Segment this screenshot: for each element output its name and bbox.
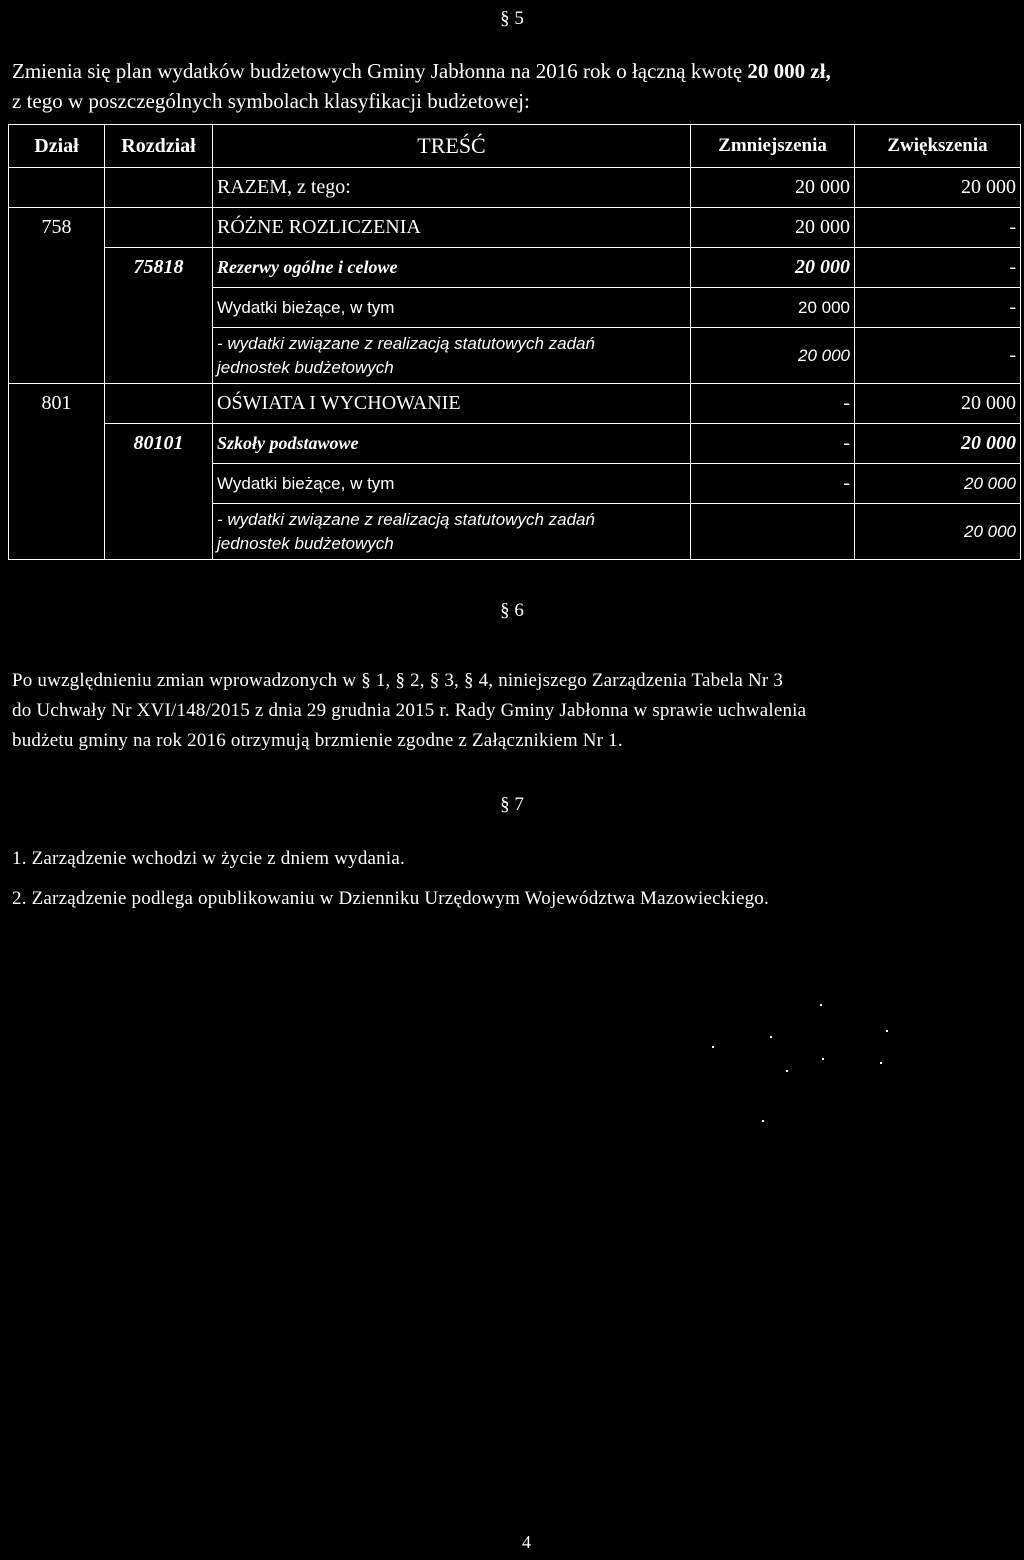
cell-dzial: 758: [9, 208, 105, 248]
cell-tresc-line-2: jednostek budżetowych: [217, 357, 394, 377]
header-tresc: TREŚĆ: [213, 125, 691, 168]
cell-dzial: [9, 504, 105, 560]
cell-tresc-line-1: - wydatki związane z realizacją statutowych zadań: [217, 509, 595, 529]
par6-line-1: Po uwzględnieniu zmian wprowadzonych w § 1, § 2, § 3, § 4, niniejszego Zarządzenia Tabela Nr 3: [12, 670, 784, 691]
header-dzial: Dział: [9, 125, 105, 168]
cell-rozdzial: [105, 464, 213, 504]
cell-zwiekszenia: 20 000: [855, 168, 1021, 208]
intro-line-1: [12, 58, 831, 84]
cell-zwiekszenia: -: [855, 208, 1021, 248]
table-row: [9, 208, 1021, 248]
cell-zmniejszenia: -: [691, 384, 855, 424]
intro-line-1-text: Zmienia się plan wydatków budżetowych Gminy Jabłonna na 2016 rok o łączną kwotę: [12, 59, 748, 83]
cell-rozdzial: 80101: [105, 424, 213, 464]
cell-rozdzial: [105, 504, 213, 560]
cell-zmniejszenia: -: [691, 464, 855, 504]
cell-rozdzial: [105, 328, 213, 384]
cell-dzial: [9, 328, 105, 384]
table-row: [9, 424, 1021, 464]
table-row: [9, 168, 1021, 208]
cell-tresc: OŚWIATA I WYCHOWANIE: [213, 384, 691, 424]
cell-zwiekszenia: 20 000: [855, 424, 1021, 464]
intro-amount: 20 000 zł,: [747, 59, 831, 83]
cell-tresc: Wydatki bieżące, w tym: [213, 288, 691, 328]
cell-zmniejszenia: -: [691, 424, 855, 464]
cell-rozdzial: [105, 384, 213, 424]
budget-table: [8, 124, 1021, 560]
cell-rozdzial: [105, 168, 213, 208]
cell-tresc-line-1: - wydatki związane z realizacją statutowych zadań: [217, 333, 595, 353]
cell-tresc-line-2: jednostek budżetowych: [217, 533, 394, 553]
scan-speck: [786, 1070, 788, 1072]
scan-speck: [712, 1046, 714, 1048]
intro-line-2: z tego w poszczególnych symbolach klasyfikacji budżetowej:: [12, 89, 530, 113]
cell-dzial: [9, 168, 105, 208]
cell-tresc: [213, 328, 691, 384]
scan-speck: [762, 1120, 764, 1122]
cell-tresc: Szkoły podstawowe: [213, 424, 691, 464]
header-zwiekszenia: Zwiększenia: [855, 125, 1021, 168]
scan-speck: [820, 1004, 822, 1006]
cell-dzial: [9, 288, 105, 328]
cell-tresc: [213, 504, 691, 560]
par7-item-1: 1. Zarządzenie wchodzi w życie z dniem wydania.: [12, 848, 405, 869]
table-row: [9, 504, 1021, 560]
table-row: [9, 288, 1021, 328]
cell-zmniejszenia: 20 000: [691, 208, 855, 248]
cell-rozdzial: 75818: [105, 248, 213, 288]
section-6-heading: § 6: [500, 600, 524, 621]
section-7-heading: § 7: [500, 794, 524, 815]
par6-line-2: do Uchwały Nr XVI/148/2015 z dnia 29 grudnia 2015 r. Rady Gminy Jabłonna w sprawie uchwalenia: [12, 700, 807, 721]
header-zmniejszenia: Zmniejszenia: [691, 125, 855, 168]
cell-zmniejszenia: 20 000: [691, 248, 855, 288]
cell-zmniejszenia: 20 000: [691, 168, 855, 208]
cell-tresc: RÓŻNE ROZLICZENIA: [213, 208, 691, 248]
scan-speck: [822, 1058, 824, 1060]
cell-zwiekszenia: -: [855, 328, 1021, 384]
cell-tresc: Rezerwy ogólne i celowe: [213, 248, 691, 288]
cell-dzial: 801: [9, 384, 105, 424]
cell-zmniejszenia: 20 000: [691, 288, 855, 328]
section-5-heading: § 5: [500, 8, 524, 29]
table-row: [9, 384, 1021, 424]
par7-item-2: 2. Zarządzenie podlega opublikowaniu w Dzienniku Urzędowym Województwa Mazowieckiego.: [12, 888, 769, 909]
cell-zmniejszenia: [691, 504, 855, 560]
page-number: 4: [522, 1532, 531, 1552]
table-header-row: [9, 125, 1021, 168]
cell-zwiekszenia: -: [855, 248, 1021, 288]
par6-line-3: budżetu gminy na rok 2016 otrzymują brzmienie zgodne z Załącznikiem Nr 1.: [12, 730, 623, 751]
cell-tresc: RAZEM, z tego:: [213, 168, 691, 208]
scan-speck: [770, 1036, 772, 1038]
table-row: [9, 464, 1021, 504]
cell-dzial: [9, 424, 105, 464]
cell-zwiekszenia: 20 000: [855, 504, 1021, 560]
cell-zmniejszenia: 20 000: [691, 328, 855, 384]
scan-speck: [886, 1030, 888, 1032]
cell-dzial: [9, 248, 105, 288]
cell-zwiekszenia: 20 000: [855, 384, 1021, 424]
cell-rozdzial: [105, 288, 213, 328]
cell-tresc: Wydatki bieżące, w tym: [213, 464, 691, 504]
cell-zwiekszenia: 20 000: [855, 464, 1021, 504]
cell-rozdzial: [105, 208, 213, 248]
cell-dzial: [9, 464, 105, 504]
scan-speck: [880, 1062, 882, 1064]
table-row: [9, 328, 1021, 384]
cell-zwiekszenia: -: [855, 288, 1021, 328]
header-rozdzial: Rozdział: [105, 125, 213, 168]
table-row: [9, 248, 1021, 288]
